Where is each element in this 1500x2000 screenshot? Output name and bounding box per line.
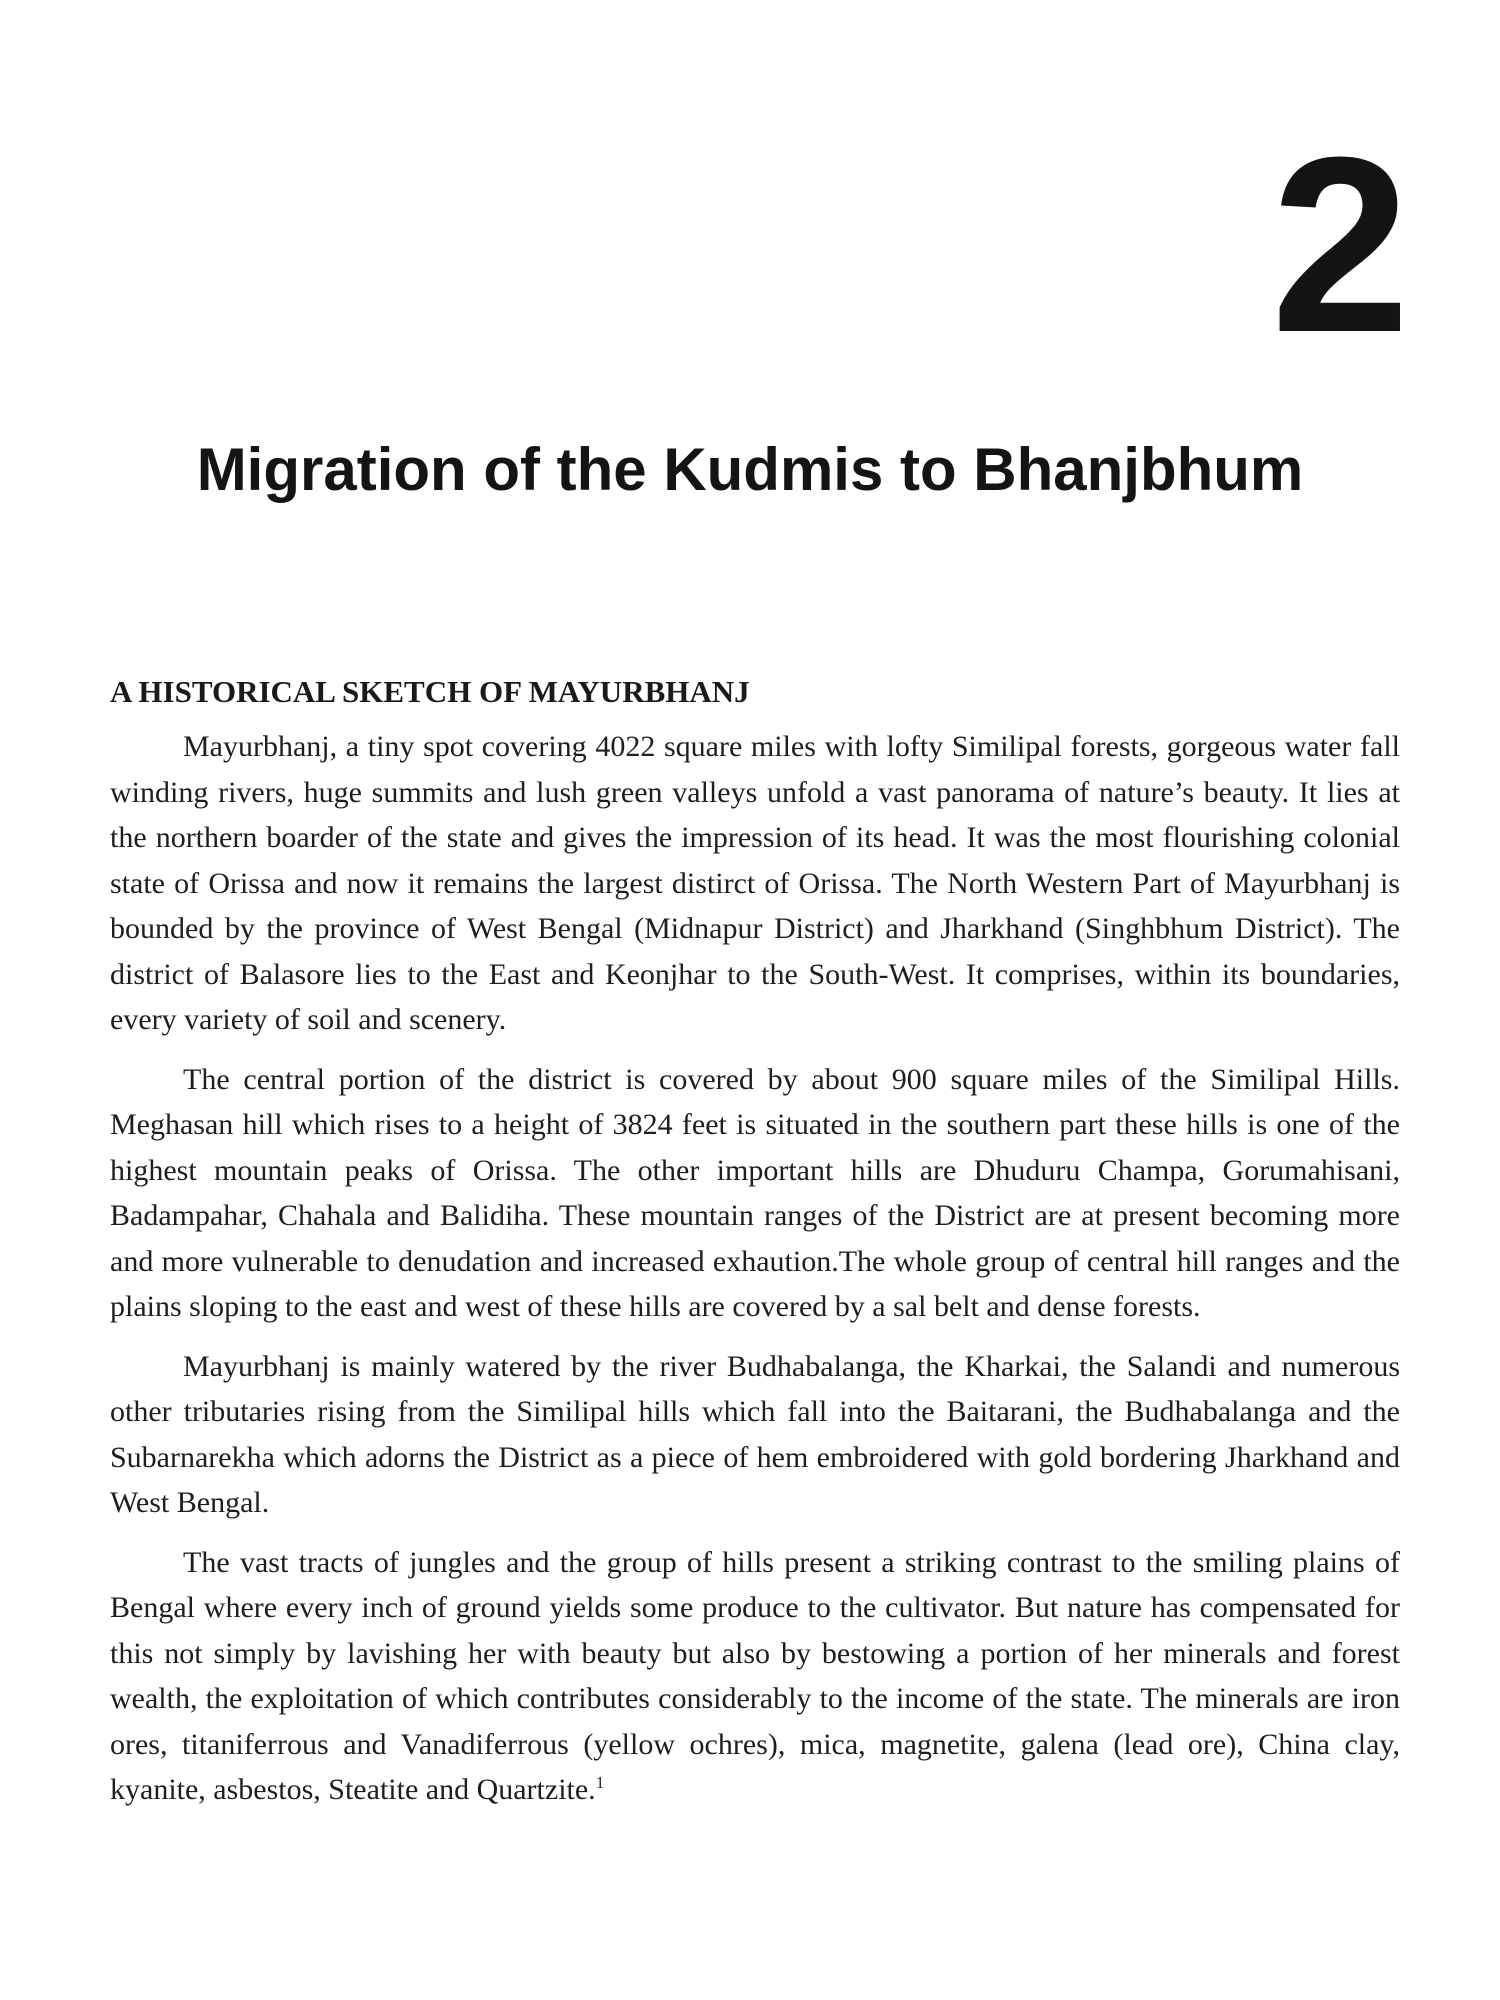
chapter-title: Migration of the Kudmis to Bhanjbhum xyxy=(196,436,1304,503)
paragraph: The central portion of the district is covered by about 900 square miles of the Similipal Hills. Meghasan hill which rises to a height of 3824 feet is situated in the southern part these hills is one of the highest mountain peaks of Orissa. The other important hills are Dhuduru Champa, Gorumahisani, Badampahar, Chahala and Balidiha. These mountain ranges of the District are at present becoming more and more vulnerable to denudation and increased exhaution.The whole group of central hill ranges and the plains sloping to the east and west of these hills are covered by a sal belt and dense forests. xyxy=(110,1062,1400,1324)
section-heading: A HISTORICAL SKETCH OF MAYURBHANJ xyxy=(110,674,750,709)
paragraph: Mayurbhanj, a tiny spot covering 4022 square miles with lofty Similipal forests, gorgeous water fall winding rivers, huge summits and lush green valleys unfold a vast panorama of nature’s beauty. It lies at the northern boarder of the state and gives the impression of its head. It was the most flourishing colonial state of Orissa and now it remains the largest distirct of Orissa. The North Western Part of Mayurbhanj is bounded by the province of West Bengal (Midnapur District) and Jharkhand (Singhbhum District). The district of Balasore lies to the East and Keonjhar to the South-West. It comprises, within its boundaries, every variety of soil and scenery. xyxy=(110,730,1400,1037)
section-body xyxy=(110,672,1400,1827)
paragraph-last xyxy=(110,1540,1400,1813)
chapter-number: 2 xyxy=(1270,105,1410,384)
paragraph: Mayurbhanj is mainly watered by the river Budhabalanga, the Kharkai, the Salandi and numerous other tributaries rising from the Similipal hills which fall into the Baitarani, the Budhabalanga and the Subarnarekha which adorns the District as a piece of hem embroidered with gold bordering Jharkhand and West Bengal. xyxy=(110,1349,1400,1520)
footnote-marker[interactable]: 1 xyxy=(595,1773,605,1793)
paragraph-text: The vast tracts of jungles and the group of hills present a striking contrast to the smiling plains of Bengal where every inch of ground yields some produce to the cultivator. But nature has compensated for this not simply by lavishing her with beauty but also by bestowing a portion of her minerals and forest wealth, the exploitation of which contributes considerably to the income of the state. The minerals are iron ores, titaniferrous and Vanadiferrous (yellow ochres), mica, magnetite, galena (lead ore), China clay, kyanite, asbestos, Steatite and Quartzite. xyxy=(110,1545,1400,1807)
